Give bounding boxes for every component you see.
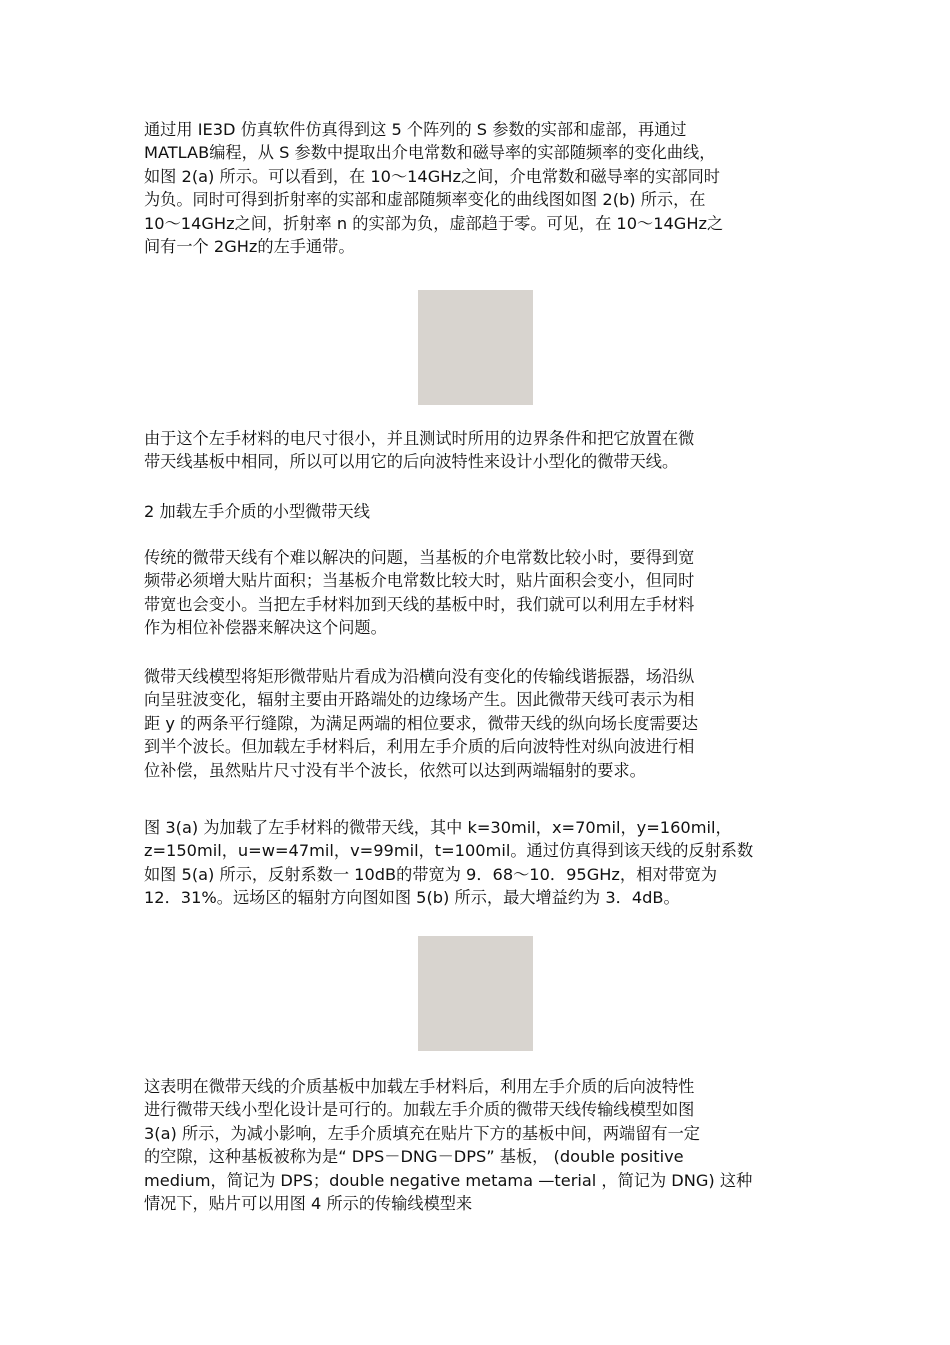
text-line: 3(a) 所示，为减小影响，左手介质填充在贴片下方的基板中间，两端留有一定 [144,1123,700,1143]
text-line: 位补偿，虽然贴片尺寸没有半个波长，依然可以达到两端辐射的要求。 [144,760,646,780]
text-line: 12．31%。远场区的辐射方向图如图 5(b) 所示，最大增益约为 3．4dB。 [144,888,680,908]
text-line: 如图 2(a) 所示。可以看到，在 10～14GHz之间，介电常数和磁导率的实部同时 [144,166,720,186]
text-line: 微带天线模型将矩形微带贴片看成为沿横向没有变化的传输线谐振器，场沿纵 [144,667,695,686]
text-line: 为负。同时可得到折射率的实部和虚部随频率变化的曲线图如图 2(b) 所示，在 [144,190,706,210]
paragraph-traditional-antenna [144,546,804,640]
text-line: 带天线基板中相同，所以可以用它的后向波特性来设计小型化的微带天线。 [144,452,679,472]
section-heading-2: 2 加载左手介质的小型微带天线 [144,502,370,521]
text-line: 作为相位补偿器来解决这个问题。 [144,618,387,638]
text-line: 带宽也会变小。当把左手材料加到天线的基板中时，我们就可以利用左手材料 [144,594,695,614]
text-line: 的空隙，这种基板被称为是“ DPS－DNG－DPS” 基板， (double positive [144,1147,684,1167]
text-line: 这表明在微带天线的介质基板中加载左手材料后，利用左手介质的后向波特性 [144,1077,695,1096]
text-line: 10～14GHz之间，折射率 n 的实部为负，虚部趋于零。可见，在 10～14GHz之 [144,213,724,233]
text-line: z=150mil，u=w=47mil，v=99mil，t=100mil。通过仿真得到该天线的反射系数 [144,841,754,861]
text-line: 由于这个左手材料的电尺寸很小，并且测试时所用的边界条件和把它放置在微 [144,429,695,448]
paragraph-ie3d-simulation [144,118,804,258]
text-line: 频带必须增大贴片面积；当基板介电常数比较大时，贴片面积会变小，但同时 [144,571,695,591]
text-line: 传统的微带天线有个难以解决的问题，当基板的介电常数比较小时，要得到宽 [144,548,695,567]
text-line: 图 3(a) 为加载了左手材料的微带天线，其中 k=30mil，x=70mil，y=160mil， [144,818,732,837]
text-line: 通过用 IE3D 仿真软件仿真得到这 5 个阵列的 S 参数的实部和虚部，再通过 [144,120,687,139]
paragraph-antenna-model [144,665,804,782]
text-line: medium，简记为 DPS；double negative metama —terial ，简记为 DNG) 这种 [144,1170,753,1190]
text-line: 间有一个 2GHz的左手通带。 [144,237,355,257]
text-line: 如图 5(a) 所示，反射系数一 10dB的带宽为 9．68～10．95GHz，相对带宽为 [144,864,718,884]
text-line: 向呈驻波变化，辐射主要由开路端处的边缘场产生。因此微带天线可表示为相 [144,690,695,710]
figure-5-image-placeholder [418,936,533,1051]
text-line: MATLAB编程，从 S 参数中提取出介电常数和磁导率的实部随频率的变化曲线， [144,143,716,163]
text-line: 到半个波长。但加载左手材料后，利用左手介质的后向波特性对纵向波进行相 [144,737,695,757]
text-line: 进行微带天线小型化设计是可行的。加载左手介质的微带天线传输线模型如图 [144,1100,695,1120]
text-line: 距 y 的两条平行缝隙，为满足两端的相位要求，微带天线的纵向场长度需要达 [144,713,699,733]
paragraph-conclusion [144,1075,804,1215]
figure-2-image-placeholder [418,290,533,405]
text-line: 情况下，贴片可以用图 4 所示的传输线模型来 [144,1194,473,1214]
paragraph-electrical-size [144,427,804,474]
paragraph-figure-3a-parameters [144,816,804,910]
